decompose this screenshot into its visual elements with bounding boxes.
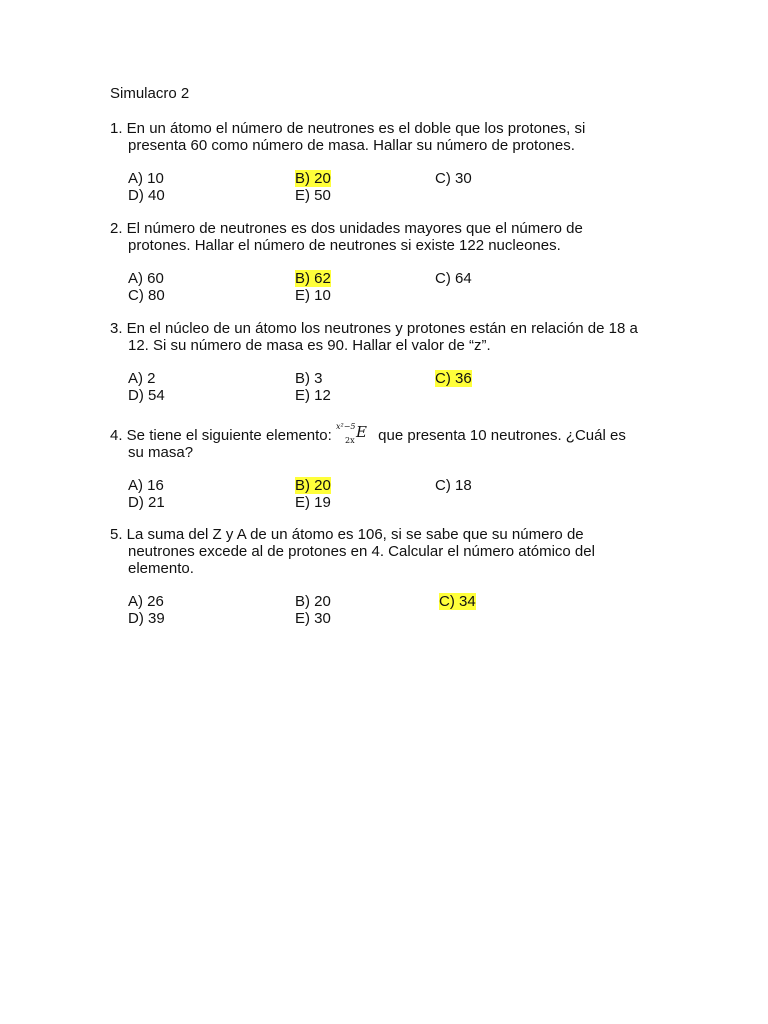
- stem-line: 12. Si su número de masa es 90. Hallar el valor de “z”.: [128, 337, 491, 354]
- stem-line: protones. Hallar el número de neutrones si existe 122 nucleones.: [128, 237, 561, 254]
- option-a: A) 26: [128, 593, 164, 610]
- question-1: [110, 120, 670, 204]
- option-d: D) 39: [128, 610, 165, 627]
- answer-options: [110, 370, 670, 404]
- answer-options: [110, 593, 670, 627]
- option-a: A) 16: [128, 477, 164, 494]
- question-stem: [110, 320, 670, 354]
- option-c: C) 18: [435, 477, 472, 494]
- mass-number: x²−5: [336, 422, 356, 431]
- option-e: E) 12: [295, 387, 331, 404]
- stem-line: 2. El número de neutrones es dos unidades mayores que el número de: [110, 220, 583, 237]
- option-b: B) 20: [295, 593, 331, 610]
- option-a: A) 10: [128, 170, 164, 187]
- question-2: [110, 220, 670, 304]
- question-stem: [110, 120, 670, 154]
- option-b: B) 3: [295, 370, 323, 387]
- option-b-highlighted: B) 20: [295, 170, 331, 187]
- option-d: C) 80: [128, 287, 165, 304]
- question-4: [110, 424, 670, 511]
- answer-options: [110, 170, 670, 204]
- option-b-highlighted: B) 62: [295, 270, 331, 287]
- stem-line: 1. En un átomo el número de neutrones es el doble que los protones, si: [110, 120, 586, 137]
- option-e: E) 10: [295, 287, 331, 304]
- option-a: A) 60: [128, 270, 164, 287]
- option-d: D) 21: [128, 494, 165, 511]
- answer-options: [110, 477, 670, 511]
- option-d: D) 40: [128, 187, 165, 204]
- atomic-number: 2x: [345, 436, 355, 445]
- question-3: [110, 320, 670, 404]
- stem-line: elemento.: [128, 560, 194, 577]
- stem-prefix: 4. Se tiene el siguiente elemento:: [110, 427, 332, 444]
- question-5: [110, 526, 670, 627]
- page-title: Simulacro 2: [110, 85, 190, 102]
- stem-line: 3. En el núcleo de un átomo los neutrones y protones están en relación de 18 a: [110, 320, 638, 337]
- option-c: C) 30: [435, 170, 472, 187]
- option-c: C) 64: [435, 270, 472, 287]
- option-b-highlighted: B) 20: [295, 477, 331, 494]
- stem-line: presenta 60 como número de masa. Hallar su número de protones.: [128, 137, 575, 154]
- stem-line: su masa?: [128, 444, 194, 461]
- option-e: E) 19: [295, 494, 331, 511]
- option-a: A) 2: [128, 370, 156, 387]
- stem-line: [110, 424, 670, 444]
- question-stem: [110, 526, 670, 577]
- option-d: D) 54: [128, 387, 165, 404]
- element-symbol: E: [356, 423, 367, 441]
- stem-line: 5. La suma del Z y A de un átomo es 106, si se sabe que su número de: [110, 526, 584, 543]
- answer-options: [110, 270, 670, 304]
- question-stem: [110, 220, 670, 254]
- question-stem: [110, 424, 670, 461]
- option-c-highlighted: C) 34: [439, 593, 476, 610]
- stem-line: neutrones excede al de protones en 4. Calcular el número atómico del: [128, 543, 595, 560]
- option-c-highlighted: C) 36: [435, 370, 472, 387]
- option-e: E) 50: [295, 187, 331, 204]
- option-e: E) 30: [295, 610, 331, 627]
- nuclide-notation: [336, 422, 374, 445]
- stem-suffix: que presenta 10 neutrones. ¿Cuál es: [378, 427, 626, 444]
